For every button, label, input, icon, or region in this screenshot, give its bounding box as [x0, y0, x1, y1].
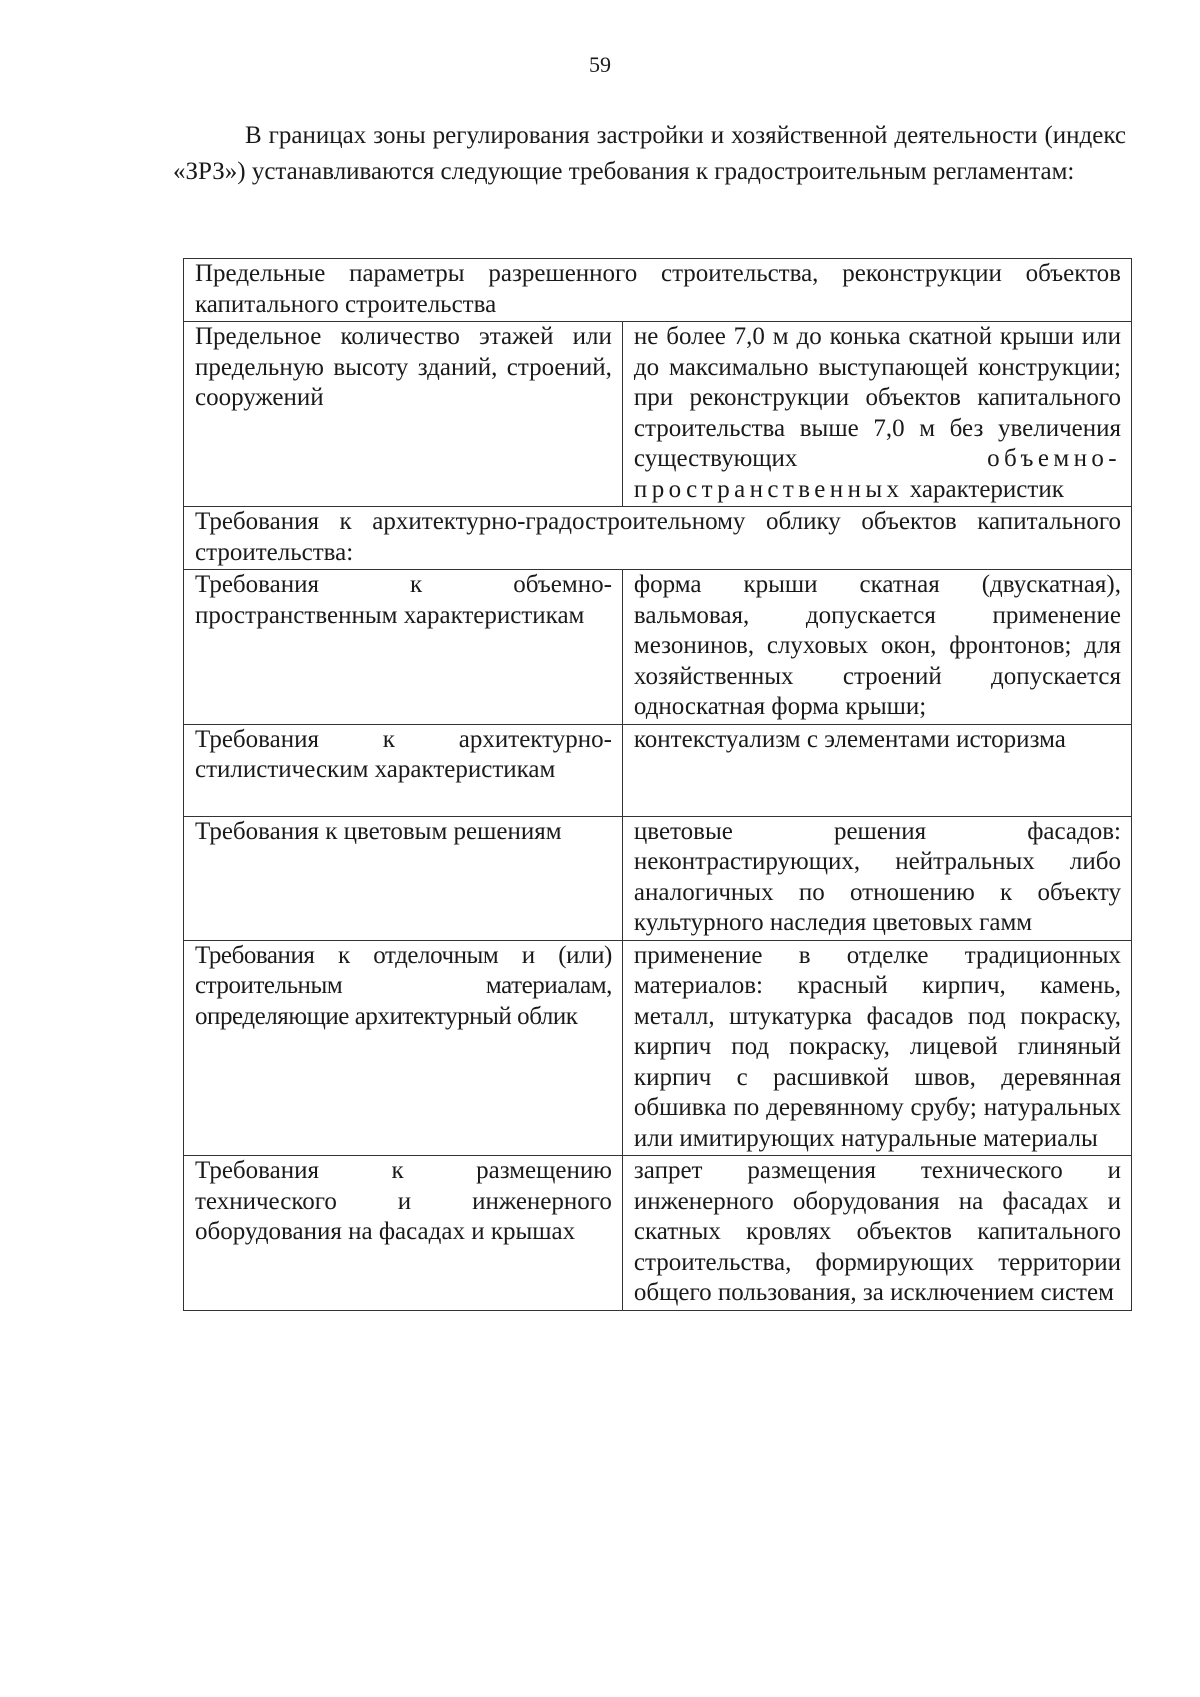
table-row: [184, 570, 1132, 725]
row-name-cell: Требования к архитектурно-стилистическим характеристикам: [184, 724, 623, 816]
row-name-cell: Требования к отделочным и (или) строительным материалам, определяющие архитектурный облик: [184, 940, 623, 1156]
row-value-cell: форма крыши скатная (двускатная), вальмовая, допускается применение мезонинов, слуховых окон, фронтонов; для хозяйственных строений допускается односкатная форма крыши;: [622, 570, 1131, 725]
row-name-cell: Требования к размещению технического и инженерного оборудования на фасадах и крышах: [184, 1156, 623, 1311]
regulations-table: [183, 258, 1132, 1311]
table-row: [184, 940, 1132, 1156]
table-row: [184, 322, 1132, 507]
page-number: 59: [589, 52, 611, 77]
row-value-cell: [622, 322, 1131, 507]
row-value-text-end: характеристик: [909, 475, 1064, 503]
row-name-cell: Требования к объемно-пространственным характеристикам: [184, 570, 623, 725]
row-value-cell: цветовые решения фасадов: неконтрастирующих, нейтральных либо аналогичных по отношению к объекту культурного наследия цветовых гамм: [622, 816, 1131, 940]
row-value-cell: применение в отделке традиционных материалов: красный кирпич, камень, металл, штукатурка фасадов под покраску, кирпич под покраску, лицевой глиняный кирпич с расшивкой швов, деревянная обшивка по деревянному срубу; натуральных или имитирующих натуральные материалы: [622, 940, 1131, 1156]
intro-paragraph: [173, 118, 1126, 190]
row-value-text: не более 7,0 м до конька скатной крыши или до максимально выступающей конструкции; при реконструкции объектов капитального строительства выше 7,0 м без увеличения существующих: [633, 323, 1121, 472]
row-value-cell: контекстуализм с элементами историзма: [622, 724, 1131, 816]
section-header-cell: Требования к архитектурно-градостроительному облику объектов капитального строительства:: [184, 507, 1132, 570]
row-value-cell: запрет размещения технического и инженерного оборудования на фасадах и скатных кровлях объектов капитального строительства, формирующих территории общего пользования, за исключением систем: [622, 1156, 1131, 1311]
table-row: [184, 816, 1132, 940]
table-row: [184, 1156, 1132, 1311]
row-name-cell: Требования к цветовым решениям: [184, 816, 623, 940]
table-section-header: [184, 507, 1132, 570]
section-header-cell: Предельные параметры разрешенного строительства, реконструкции объектов капитального строительства: [184, 259, 1132, 322]
table-row: [184, 724, 1132, 816]
table-section-header: [184, 259, 1132, 322]
row-value-spaced-text: объемно-пространственных: [633, 445, 1121, 503]
intro-text: В границах зоны регулирования застройки и хозяйственной деятельности (индекс «ЗРЗ») устанавливаются следующие требования к градостроительным регламентам:: [173, 122, 1126, 185]
row-name-cell: Предельное количество этажей или предельную высоту зданий, строений, сооружений: [184, 322, 623, 507]
